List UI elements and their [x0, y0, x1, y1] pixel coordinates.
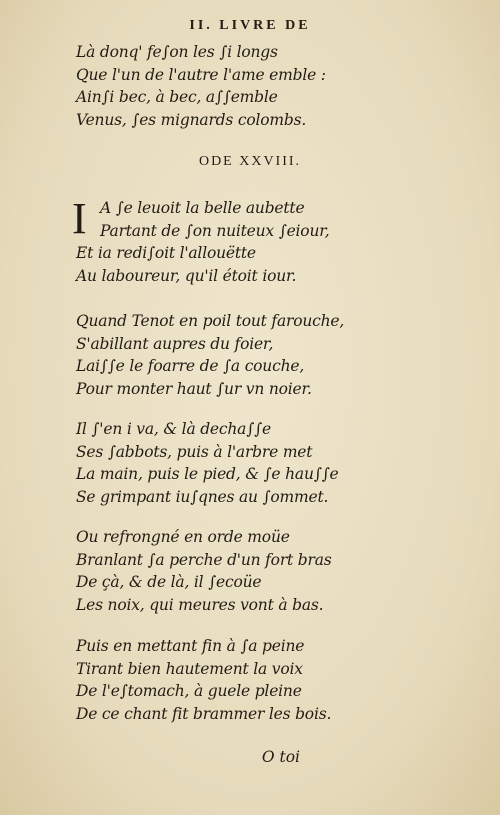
verse-line: Quand Tenot en poil tout farouche, — [76, 312, 345, 330]
verse-line: Il ∫'en i va, & là decha∫∫e — [76, 420, 271, 438]
verse-line: Partant de ∫on nuiteux ∫eiour, — [100, 221, 330, 240]
verse-line: Les noix, qui meures vont à bas. — [76, 595, 324, 614]
stanza-prev — [76, 41, 326, 131]
verse-line: Se grimpant iu∫qnes au ∫ommet. — [76, 487, 329, 506]
verse-line: Là donq' fe∫on les ∫i longs — [76, 43, 278, 61]
verse-line: De l'e∫tomach, à guele pleine — [76, 682, 302, 700]
catchword: O toi — [261, 748, 300, 766]
verse-line: Ou refrongné en orde moüe — [76, 528, 290, 546]
verse-line: S'abillant aupres du foier, — [76, 334, 274, 353]
verse-line: Pour monter haut ∫ur vn noier. — [76, 379, 312, 398]
verse-line: Ses ∫abbots, puis à l'arbre met — [76, 442, 313, 461]
stanza-1 — [100, 197, 329, 242]
stanza-2 — [76, 310, 344, 400]
stanza-3 — [76, 418, 338, 508]
verse-line: Ain∫i bec, à bec, a∫∫emble — [76, 88, 278, 106]
verse-line: De çà, & de là, il ∫ecoüe — [76, 573, 262, 591]
verse-line: Tirant bien hautement la voix — [76, 659, 303, 678]
stanza-4 — [76, 526, 332, 616]
verse-line: Puis en mettant fin à ∫a peine — [76, 637, 305, 655]
drop-cap: I — [72, 194, 87, 243]
stanza-1-cont — [76, 242, 296, 287]
verse-line: A ∫e leuoit la belle aubette — [100, 199, 305, 217]
running-head: II. LIVRE DE — [189, 18, 311, 33]
stanza-5 — [76, 635, 331, 725]
verse-line: De ce chant fit brammer les bois. — [76, 704, 332, 723]
verse-line: Et ia redi∫oit l'allouëtte — [76, 244, 256, 262]
verse-line: Au laboureur, qu'il étoit iour. — [76, 266, 297, 285]
ode-title: ODE XXVIII. — [198, 154, 302, 169]
verse-line: Que l'un de l'autre l'ame emble : — [76, 65, 326, 84]
verse-line: La main, puis le pied, & ∫e hau∫∫e — [76, 465, 339, 483]
verse-line: Branlant ∫a perche d'un fort bras — [76, 550, 332, 569]
verse-line: Venus, ∫es mignards colombs. — [76, 110, 307, 129]
verse-line: Lai∫∫e le foarre de ∫a couche, — [76, 357, 305, 375]
